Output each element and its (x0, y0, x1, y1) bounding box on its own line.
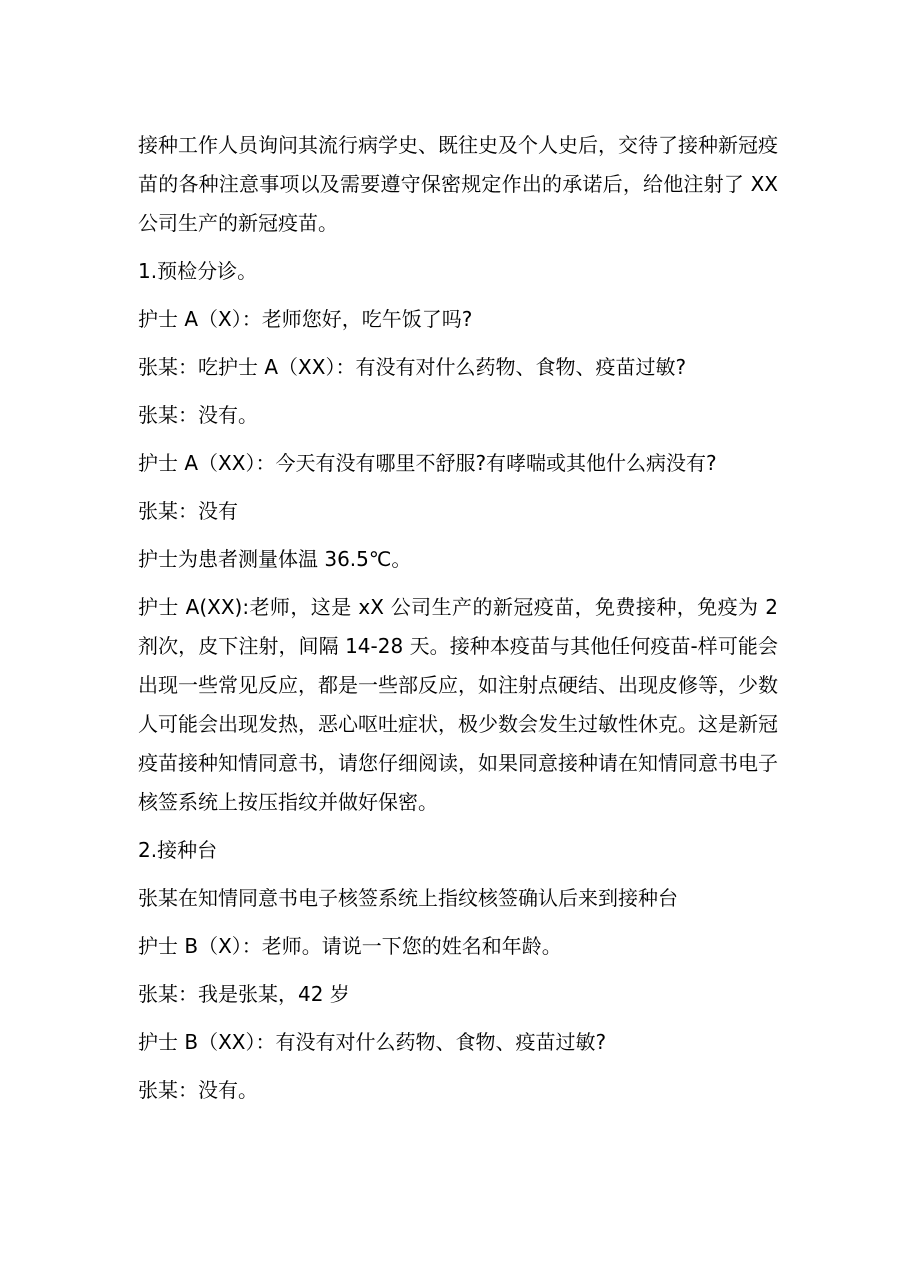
narration-line: 张某在知情同意书电子核签系统上指纹核签确认后来到接种台 (138, 886, 678, 910)
paragraph-intro: 接种工作人员询问其流行病学史、既往史及个人史后，交待了接种新冠疫苗的各种注意事项以及需要遵守保密规定作出的承诺后，给他注射了 XX 公司生产的新冠疫苗。 (138, 133, 778, 235)
dialogue-line: 护士 B（XX）：有没有对什么药物、食物、疫苗过敏? (138, 1030, 607, 1054)
dialogue-paragraph-consent: 护士 A(XX):老师，这是 xX 公司生产的新冠疫苗，免费接种，免疫为 2 剂次，皮下注射，间隔 14-28 天。接种本疫苗与其他任何疫苗-样可能会出现一些常见反应，都是一些部反应，如注射点硬结、出现皮修等，少数人可能会出现发热，恶心呕吐症状，极少数会发生过敏性休克。这是新冠疫苗接种知情同意书，请您仔细阅读，如果同意接种请在知情同意书电子核签系统上按压指纹并做好保密。 (138, 595, 778, 814)
dialogue-line: 张某：我是张某，42 岁 (138, 982, 350, 1006)
document-page (138, 126, 778, 1119)
dialogue-line: 护士 B（X）：老师。请说一下您的姓名和年龄。 (138, 934, 562, 958)
dialogue-line: 护士 A（X）：老师您好，吃午饭了吗? (138, 307, 473, 331)
narration-line: 护士为患者测量体温 36.5℃。 (138, 547, 412, 571)
dialogue-line: 张某：没有。 (138, 1078, 258, 1102)
dialogue-line: 护士 A（XX）：今天有没有哪里不舒服?有哮喘或其他什么病没有? (138, 451, 717, 475)
dialogue-line: 张某：没有 (138, 499, 238, 523)
section-heading-vaccination: 2.接种台 (138, 838, 218, 862)
dialogue-line: 张某：吃护士 A（XX）：有没有对什么药物、食物、疫苗过敏? (138, 355, 687, 379)
dialogue-line: 张某：没有。 (138, 403, 258, 427)
section-heading-precheck: 1.预检分诊。 (138, 259, 258, 283)
